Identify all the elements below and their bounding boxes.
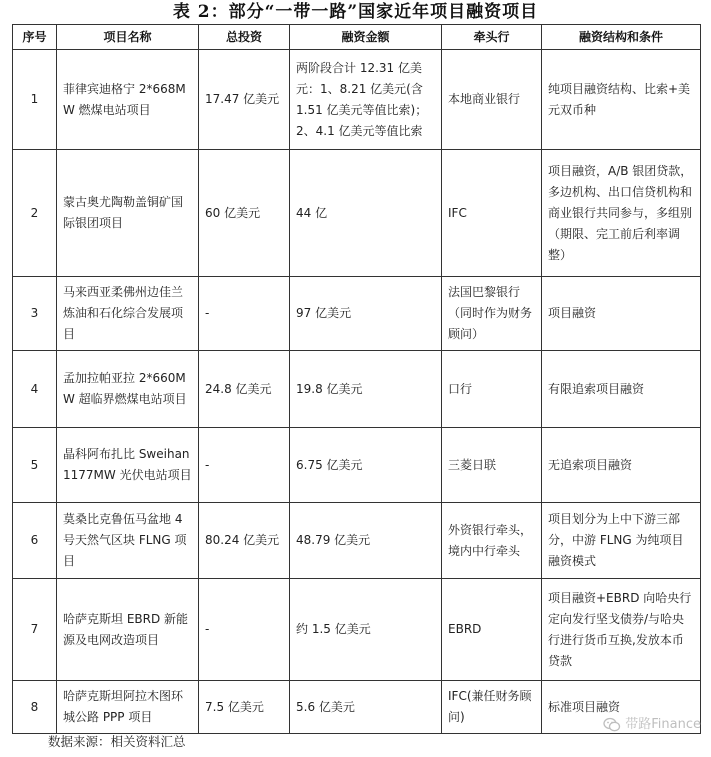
header-financing-amount: 融资金额 bbox=[290, 25, 442, 50]
cell-index: 3 bbox=[13, 277, 57, 351]
cell-financing-amount: 19.8 亿美元 bbox=[290, 351, 442, 428]
header-structure-terms: 融资结构和条件 bbox=[542, 25, 701, 50]
table-row bbox=[13, 351, 701, 428]
header-total-investment: 总投资 bbox=[199, 25, 290, 50]
cell-financing-amount: 44 亿 bbox=[290, 150, 442, 277]
cell-project-name: 哈萨克斯坦 EBRD 新能源及电网改造项目 bbox=[57, 579, 199, 681]
cell-index: 2 bbox=[13, 150, 57, 277]
cell-lead-bank: 外资银行牵头，境内中行牵头 bbox=[442, 503, 542, 579]
cell-total-investment: - bbox=[199, 579, 290, 681]
cell-structure-terms: 项目融资 bbox=[542, 277, 701, 351]
header-project-name: 项目名称 bbox=[57, 25, 199, 50]
cell-structure-terms: 项目划分为上中下游三部分，中游 FLNG 为纯项目融资模式 bbox=[542, 503, 701, 579]
cell-financing-amount: 6.75 亿美元 bbox=[290, 428, 442, 503]
cell-structure-terms: 标准项目融资 bbox=[542, 681, 701, 734]
cell-structure-terms: 纯项目融资结构、比索+美元双币种 bbox=[542, 50, 701, 150]
cell-index: 4 bbox=[13, 351, 57, 428]
table-row bbox=[13, 150, 701, 277]
watermark-text: 带路Finance bbox=[625, 717, 701, 732]
table-row bbox=[13, 579, 701, 681]
cell-project-name: 晶科阿布扎比 Sweihan 1177MW 光伏电站项目 bbox=[57, 428, 199, 503]
cell-index: 6 bbox=[13, 503, 57, 579]
cell-structure-terms: 项目融资，A/B 银团贷款，多边机构、出口信贷机构和商业银行共同参与，多组别（期限、完工前后利率调整） bbox=[542, 150, 701, 277]
header-index: 序号 bbox=[13, 25, 57, 50]
table-row bbox=[13, 681, 701, 734]
table-title: 表 2：部分“一带一路”国家近年项目融资项目 bbox=[172, 2, 539, 22]
cell-index: 1 bbox=[13, 50, 57, 150]
cell-lead-bank: EBRD bbox=[442, 579, 542, 681]
cell-index: 5 bbox=[13, 428, 57, 503]
cell-lead-bank: 三菱日联 bbox=[442, 428, 542, 503]
cell-project-name: 莫桑比克鲁伍马盆地 4 号天然气区块 FLNG 项目 bbox=[57, 503, 199, 579]
cell-total-investment: 80.24 亿美元 bbox=[199, 503, 290, 579]
table-row bbox=[13, 428, 701, 503]
cell-index: 8 bbox=[13, 681, 57, 734]
cell-project-name: 孟加拉帕亚拉 2*660MW 超临界燃煤电站项目 bbox=[57, 351, 199, 428]
cell-structure-terms: 项目融资+EBRD 向哈央行定向发行坚戈债券/与哈央行进行货币互换,发放本币贷款 bbox=[542, 579, 701, 681]
table-row bbox=[13, 277, 701, 351]
cell-project-name: 菲律宾迪格宁 2*668MW 燃煤电站项目 bbox=[57, 50, 199, 150]
header-lead-bank: 牵头行 bbox=[442, 25, 542, 50]
cell-financing-amount: 两阶段合计 12.31 亿美元：1、8.21 亿美元(含 1.51 亿美元等值比索)；2、4.1 亿美元等值比索 bbox=[290, 50, 442, 150]
cell-lead-bank: IFC(兼任财务顾问) bbox=[442, 681, 542, 734]
cell-total-investment: 7.5 亿美元 bbox=[199, 681, 290, 734]
cell-financing-amount: 48.79 亿美元 bbox=[290, 503, 442, 579]
table-header-row bbox=[13, 25, 701, 50]
cell-financing-amount: 5.6 亿美元 bbox=[290, 681, 442, 734]
cell-project-name: 马来西亚柔佛州边佳兰炼油和石化综合发展项目 bbox=[57, 277, 199, 351]
cell-structure-terms: 无追索项目融资 bbox=[542, 428, 701, 503]
financing-projects-table bbox=[12, 24, 701, 734]
cell-structure-terms: 有限追索项目融资 bbox=[542, 351, 701, 428]
cell-project-name: 哈萨克斯坦阿拉木图环城公路 PPP 项目 bbox=[57, 681, 199, 734]
cell-lead-bank: 法国巴黎银行（同时作为财务顾问） bbox=[442, 277, 542, 351]
cell-total-investment: 60 亿美元 bbox=[199, 150, 290, 277]
cell-financing-amount: 97 亿美元 bbox=[290, 277, 442, 351]
cell-lead-bank: 口行 bbox=[442, 351, 542, 428]
table-row bbox=[13, 50, 701, 150]
wechat-icon bbox=[603, 717, 621, 733]
cell-total-investment: - bbox=[199, 277, 290, 351]
cell-total-investment: - bbox=[199, 428, 290, 503]
cell-total-investment: 24.8 亿美元 bbox=[199, 351, 290, 428]
cell-financing-amount: 约 1.5 亿美元 bbox=[290, 579, 442, 681]
cell-lead-bank: IFC bbox=[442, 150, 542, 277]
cell-project-name: 蒙古奥尤陶勒盖铜矿国际银团项目 bbox=[57, 150, 199, 277]
watermark bbox=[603, 716, 701, 734]
data-source-note: 数据来源：相关资料汇总 bbox=[48, 734, 186, 749]
table-row bbox=[13, 503, 701, 579]
cell-lead-bank: 本地商业银行 bbox=[442, 50, 542, 150]
cell-index: 7 bbox=[13, 579, 57, 681]
cell-total-investment: 17.47 亿美元 bbox=[199, 50, 290, 150]
